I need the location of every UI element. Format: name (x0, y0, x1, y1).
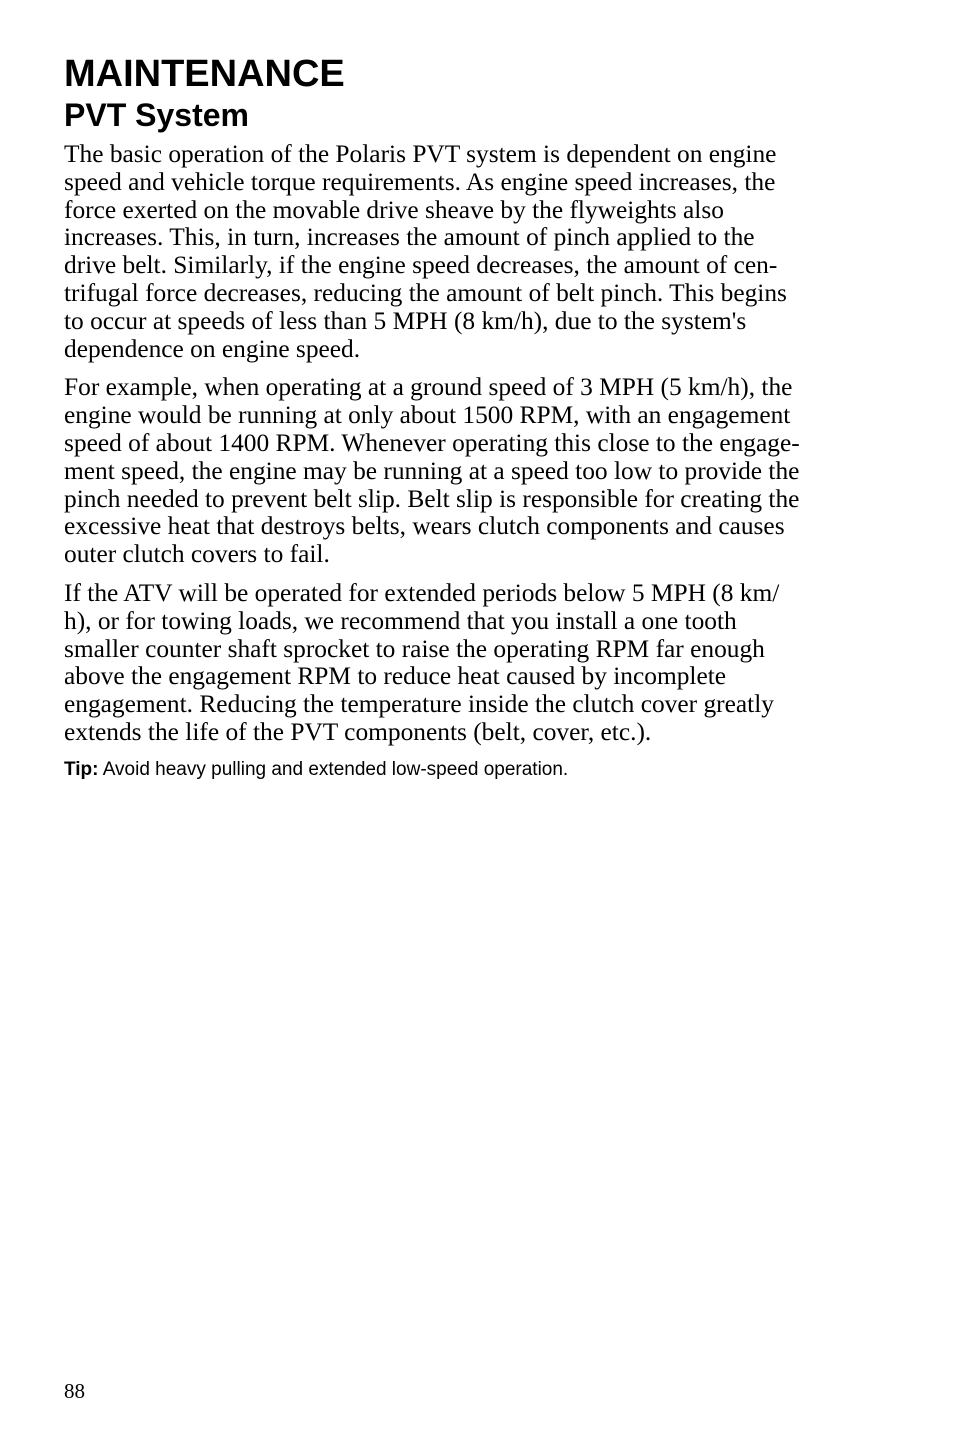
paragraph-pvt-operation: The basic operation of the Polaris PVT system is dependent on engine speed and vehicle torque requirements. As engine speed increases, the force exerted on the movable drive sheave by the flyweights also increases. This, in turn, increases the amount of pinch applied to the drive belt. Similarly, if the engine speed decreases, the amount of cen- trifugal force decreases, reducing the amount of belt pinch. This begins to occur at speeds of less than 5 MPH (8 km/h), due to the system's dependence on engine speed. (64, 140, 787, 363)
page-content (64, 52, 864, 782)
subsection-title: PVT System (64, 97, 249, 133)
section-title: MAINTENANCE (64, 53, 345, 95)
paragraph-belt-slip-example: For example, when operating at a ground speed of 3 MPH (5 km/h), the engine would be running at only about 1500 RPM, with an engagement speed of about 1400 RPM. Whenever operating this close to the engage- ment speed, the engine may be running at a speed too low to provide the pinch needed to prevent belt slip. Belt slip is responsible for creating the excessive heat that destroys belts, wears clutch components and causes outer clutch covers to fail. (64, 373, 800, 569)
paragraph-sprocket-recommendation: If the ATV will be operated for extended periods below 5 MPH (8 km/ h), or for towing loads, we recommend that you install a one tooth smaller counter shaft sprocket to raise the operating RPM far enough above the engagement RPM to reduce heat caused by incomplete engagement. Reducing the temperature inside the clutch cover greatly extends the life of the PVT components (belt, cover, etc.). (64, 578, 780, 746)
tip-label: Tip: (64, 758, 99, 780)
tip-text: Avoid heavy pulling and extended low-speed operation. (98, 758, 569, 780)
page-number: 88 (64, 1379, 85, 1403)
tip-note (64, 758, 864, 782)
